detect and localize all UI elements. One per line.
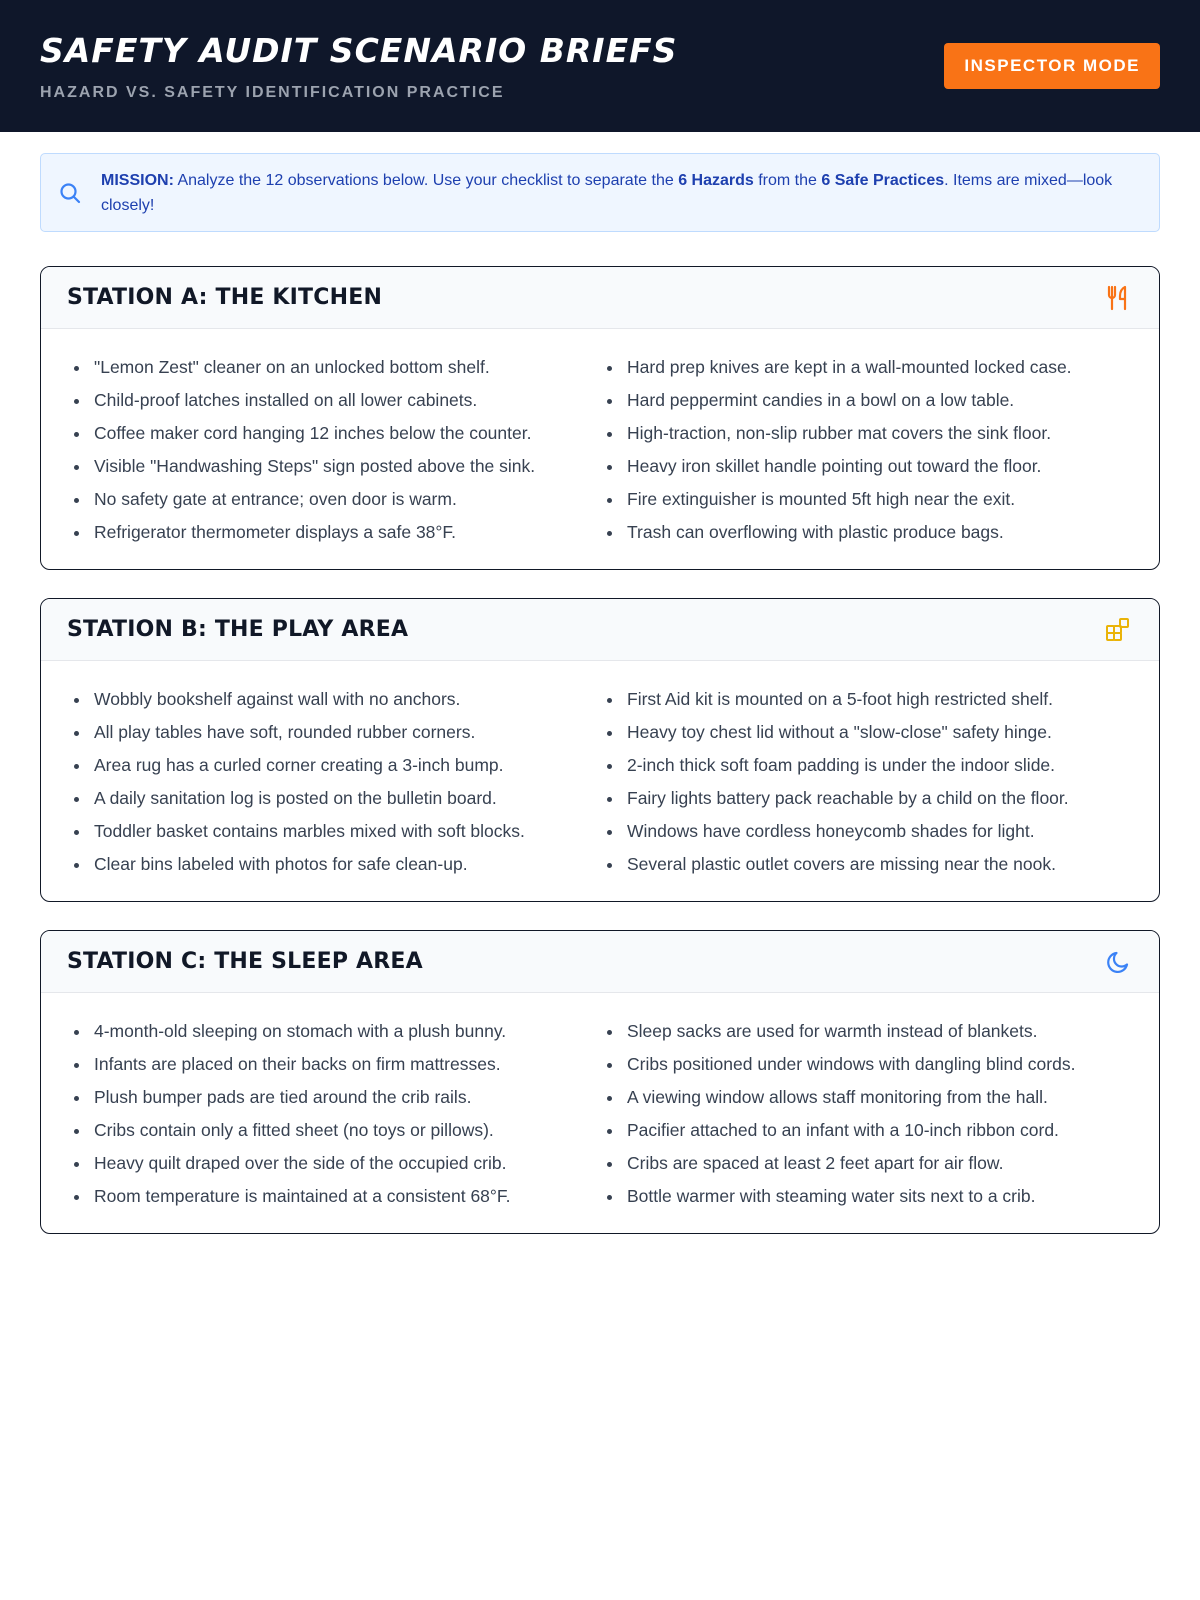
list-item: Fire extinguisher is mounted 5ft high near the exit. bbox=[600, 483, 1133, 516]
list-item: First Aid kit is mounted on a 5-foot high restricted shelf. bbox=[600, 683, 1133, 716]
mission-text-part: Analyze the 12 observations below. Use your checklist to separate the bbox=[173, 171, 679, 189]
observation-column-right bbox=[600, 683, 1133, 881]
station-header bbox=[41, 267, 1159, 329]
hazards-count: 6 Hazards bbox=[678, 171, 754, 189]
list-item: Plush bumper pads are tied around the crib rails. bbox=[67, 1081, 600, 1114]
list-item: Infants are placed on their backs on firm mattresses. bbox=[67, 1048, 600, 1081]
observation-column-right bbox=[600, 351, 1133, 549]
station-kitchen bbox=[40, 266, 1160, 570]
list-item: Wobbly bookshelf against wall with no anchors. bbox=[67, 683, 600, 716]
station-body bbox=[41, 661, 1159, 901]
station-play-area bbox=[40, 598, 1160, 902]
list-item: Area rug has a curled corner creating a 3-inch bump. bbox=[67, 749, 600, 782]
list-item: Cribs positioned under windows with dangling blind cords. bbox=[600, 1048, 1133, 1081]
station-header bbox=[41, 931, 1159, 993]
list-item: All play tables have soft, rounded rubber corners. bbox=[67, 716, 600, 749]
list-item: Visible "Handwashing Steps" sign posted above the sink. bbox=[67, 450, 600, 483]
safe-count: 6 Safe Practices bbox=[821, 171, 945, 189]
list-item: Room temperature is maintained at a consistent 68°F. bbox=[67, 1180, 600, 1213]
inspector-mode-button[interactable]: INSPECTOR MODE bbox=[944, 43, 1160, 89]
station-body bbox=[41, 993, 1159, 1233]
mission-label: MISSION: bbox=[101, 171, 174, 189]
page-subtitle: HAZARD VS. SAFETY IDENTIFICATION PRACTICE bbox=[40, 83, 505, 101]
observation-column-left bbox=[67, 1015, 600, 1213]
list-item: Clear bins labeled with photos for safe clean-up. bbox=[67, 848, 600, 881]
list-item: A daily sanitation log is posted on the bulletin board. bbox=[67, 782, 600, 815]
list-item: Sleep sacks are used for warmth instead of blankets. bbox=[600, 1015, 1133, 1048]
list-item: High-traction, non-slip rubber mat covers the sink floor. bbox=[600, 417, 1133, 450]
list-item: Heavy iron skillet handle pointing out toward the floor. bbox=[600, 450, 1133, 483]
search-icon bbox=[55, 178, 85, 208]
station-body bbox=[41, 329, 1159, 569]
page-header bbox=[0, 0, 1200, 132]
list-item: Heavy toy chest lid without a "slow-close" safety hinge. bbox=[600, 716, 1133, 749]
list-item: Trash can overflowing with plastic produce bags. bbox=[600, 516, 1133, 549]
list-item: 2-inch thick soft foam padding is under the indoor slide. bbox=[600, 749, 1133, 782]
list-item: "Lemon Zest" cleaner on an unlocked bottom shelf. bbox=[67, 351, 600, 384]
station-title: STATION C: THE SLEEP AREA bbox=[67, 949, 423, 974]
mission-text-part: from the bbox=[753, 171, 822, 189]
observation-column-left bbox=[67, 351, 600, 549]
blocks-icon bbox=[1103, 615, 1133, 645]
list-item: Cribs are spaced at least 2 feet apart for air flow. bbox=[600, 1147, 1133, 1180]
list-item: Several plastic outlet covers are missing near the nook. bbox=[600, 848, 1133, 881]
station-title: STATION B: THE PLAY AREA bbox=[67, 617, 409, 642]
list-item: A viewing window allows staff monitoring from the hall. bbox=[600, 1081, 1133, 1114]
list-item: Fairy lights battery pack reachable by a child on the floor. bbox=[600, 782, 1133, 815]
observation-column-right bbox=[600, 1015, 1133, 1213]
list-item: Cribs contain only a fitted sheet (no toys or pillows). bbox=[67, 1114, 600, 1147]
list-item: 4-month-old sleeping on stomach with a plush bunny. bbox=[67, 1015, 600, 1048]
list-item: Coffee maker cord hanging 12 inches below the counter. bbox=[67, 417, 600, 450]
mission-text bbox=[101, 168, 1145, 218]
utensils-icon bbox=[1103, 283, 1133, 313]
list-item: Bottle warmer with steaming water sits next to a crib. bbox=[600, 1180, 1133, 1213]
mission-banner bbox=[40, 153, 1160, 232]
list-item: Toddler basket contains marbles mixed with soft blocks. bbox=[67, 815, 600, 848]
list-item: Hard peppermint candies in a bowl on a low table. bbox=[600, 384, 1133, 417]
list-item: No safety gate at entrance; oven door is warm. bbox=[67, 483, 600, 516]
list-item: Hard prep knives are kept in a wall-mounted locked case. bbox=[600, 351, 1133, 384]
observation-column-left bbox=[67, 683, 600, 881]
moon-icon bbox=[1103, 947, 1133, 977]
list-item: Refrigerator thermometer displays a safe 38°F. bbox=[67, 516, 600, 549]
header-titles bbox=[40, 31, 677, 102]
station-header bbox=[41, 599, 1159, 661]
list-item: Child-proof latches installed on all lower cabinets. bbox=[67, 384, 600, 417]
list-item: Heavy quilt draped over the side of the occupied crib. bbox=[67, 1147, 600, 1180]
mission-text-part: . Items are mixed—look closely! bbox=[101, 171, 1113, 214]
page-title: SAFETY AUDIT SCENARIO BRIEFS bbox=[40, 30, 678, 70]
station-title: STATION A: THE KITCHEN bbox=[67, 285, 383, 310]
station-sleep-area bbox=[40, 930, 1160, 1234]
list-item: Windows have cordless honeycomb shades for light. bbox=[600, 815, 1133, 848]
list-item: Pacifier attached to an infant with a 10-inch ribbon cord. bbox=[600, 1114, 1133, 1147]
